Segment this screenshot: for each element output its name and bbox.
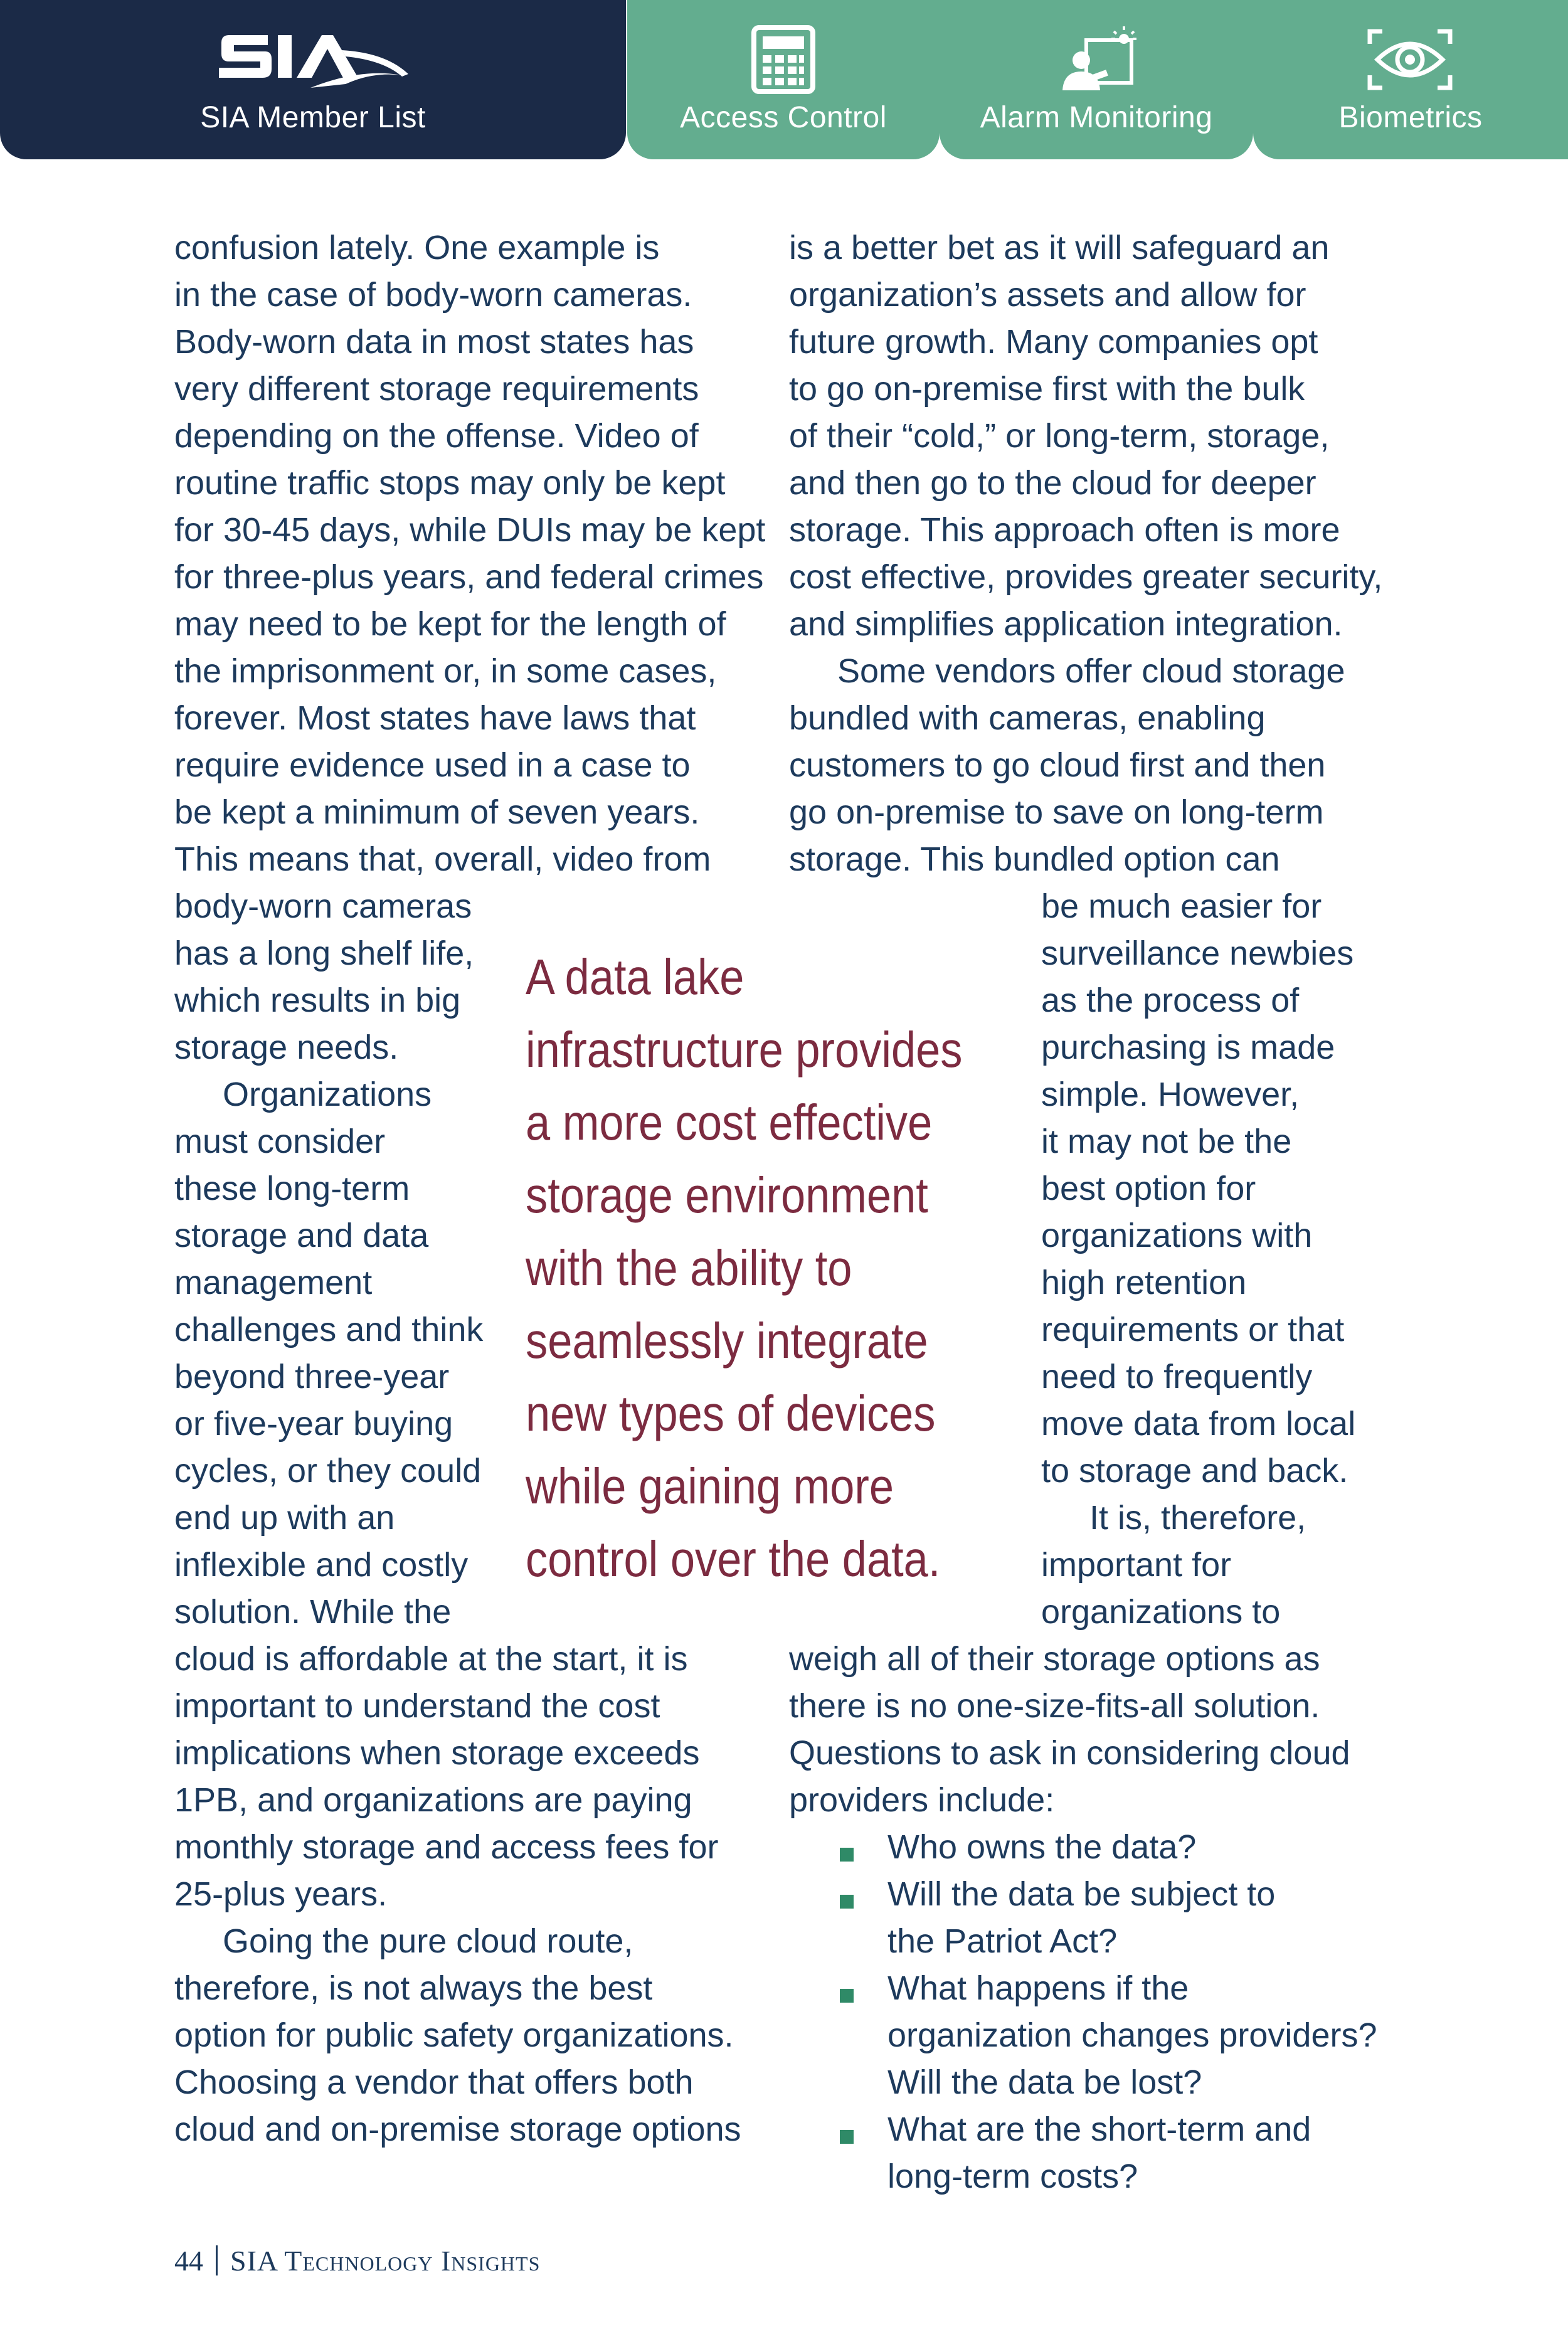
bullet-square-icon xyxy=(840,2130,854,2144)
text-line: storage. This bundled option can xyxy=(789,840,1280,878)
brand-tab-label: SIA Member List xyxy=(200,101,426,134)
text-line: organizations with xyxy=(1041,1217,1313,1254)
tab-label-biometrics: Biometrics xyxy=(1338,101,1483,134)
text-line: to storage and back. xyxy=(1041,1452,1348,1490)
tab-alarm-monitoring[interactable] xyxy=(940,0,1253,159)
bullet-item-line: the Patriot Act? xyxy=(887,1922,1118,1960)
text-line: confusion lately. One example is xyxy=(174,229,660,267)
top-navigation xyxy=(0,0,1568,161)
text-line: the imprisonment or, in some cases, xyxy=(174,652,717,690)
text-line: move data from local xyxy=(1041,1405,1356,1443)
page-footer xyxy=(174,2244,540,2277)
text-line: must consider xyxy=(174,1123,386,1160)
pull-quote-line: a more cost effective xyxy=(526,1094,933,1150)
text-line: Going the pure cloud route, xyxy=(223,1922,633,1960)
tab-label-access-control: Access Control xyxy=(680,101,887,134)
text-line: 25-plus years. xyxy=(174,1875,388,1913)
text-line: customers to go cloud first and then xyxy=(789,746,1326,784)
text-line: organizations to xyxy=(1041,1593,1281,1631)
text-line: 1PB, and organizations are paying xyxy=(174,1781,692,1819)
text-line: cost effective, provides greater security, xyxy=(789,558,1383,596)
pull-quote-line: A data lake xyxy=(526,949,744,1005)
text-line: challenges and think xyxy=(174,1311,484,1348)
text-line: to go on-premise first with the bulk xyxy=(789,370,1305,408)
text-line: storage needs. xyxy=(174,1029,399,1066)
text-line: be kept a minimum of seven years. xyxy=(174,793,700,831)
bullet-square-icon xyxy=(840,1848,854,1862)
text-line: may need to be kept for the length of xyxy=(174,605,726,643)
text-line: cloud and on-premise storage options xyxy=(174,2111,741,2148)
pull-quote-line: while gaining more xyxy=(526,1458,894,1514)
pull-quote-line: seamlessly integrate xyxy=(526,1313,928,1369)
text-line: need to frequently xyxy=(1041,1358,1313,1396)
pull-quote-line: new types of devices xyxy=(526,1385,936,1441)
tab-biometrics[interactable] xyxy=(1253,0,1568,159)
text-line: providers include: xyxy=(789,1781,1055,1819)
text-line: or five-year buying xyxy=(174,1405,453,1443)
text-line: purchasing is made xyxy=(1041,1029,1335,1066)
bullet-item-line: long-term costs? xyxy=(887,2158,1138,2195)
text-line: for three-plus years, and federal crimes xyxy=(174,558,764,596)
text-line: beyond three-year xyxy=(174,1358,450,1396)
alarm-monitoring-icon xyxy=(1051,25,1145,94)
footer-divider xyxy=(216,2245,218,2275)
publication-title: SIA Technology Insights xyxy=(230,2245,541,2277)
bullet-item-line: What are the short-term and xyxy=(887,2111,1311,2148)
text-line: it may not be the xyxy=(1041,1123,1292,1160)
text-line: these long-term xyxy=(174,1170,410,1207)
bullet-item-line: Will the data be subject to xyxy=(887,1875,1276,1913)
text-line: best option for xyxy=(1041,1170,1256,1207)
text-line: This means that, overall, video from xyxy=(174,840,711,878)
tab-sia-member-list[interactable] xyxy=(0,0,626,159)
text-line: Some vendors offer cloud storage xyxy=(837,652,1345,690)
text-line: cloud is affordable at the start, it is xyxy=(174,1640,688,1678)
bullet-item-line: Who owns the data? xyxy=(887,1828,1197,1866)
pull-quote-line: infrastructure provides xyxy=(526,1022,963,1078)
text-line: which results in big xyxy=(174,982,461,1019)
text-line: there is no one-size-fits-all solution. xyxy=(789,1687,1320,1725)
text-line: simple. However, xyxy=(1041,1076,1300,1113)
tab-label-alarm-monitoring: Alarm Monitoring xyxy=(980,101,1213,134)
text-line: bundled with cameras, enabling xyxy=(789,699,1266,737)
text-line: weigh all of their storage options as xyxy=(789,1640,1320,1678)
tab-access-control[interactable] xyxy=(627,0,940,159)
text-line: surveillance newbies xyxy=(1041,935,1354,972)
text-line: of their “cold,” or long-term, storage, xyxy=(789,417,1330,455)
text-line: important for xyxy=(1041,1546,1232,1584)
text-line: has a long shelf life, xyxy=(174,935,474,972)
text-line: monthly storage and access fees for xyxy=(174,1828,719,1866)
text-line: body-worn cameras xyxy=(174,887,472,925)
text-line: high retention xyxy=(1041,1264,1247,1301)
text-line: management xyxy=(174,1264,373,1301)
text-line: Organizations xyxy=(223,1076,432,1113)
text-line: is a better bet as it will safeguard an xyxy=(789,229,1330,267)
text-line: go on-premise to save on long-term xyxy=(789,793,1324,831)
text-line: depending on the offense. Video of xyxy=(174,417,699,455)
text-line: Body-worn data in most states has xyxy=(174,323,694,361)
text-line: forever. Most states have laws that xyxy=(174,699,696,737)
text-line: therefore, is not always the best xyxy=(174,1969,653,2007)
page-number: 44 xyxy=(174,2245,203,2277)
calculator-icon xyxy=(749,25,818,94)
eye-scan-icon xyxy=(1366,25,1454,94)
pull-quote-line: with the ability to xyxy=(526,1240,852,1296)
text-line: solution. While the xyxy=(174,1593,452,1631)
text-line: for 30-45 days, while DUIs may be kept xyxy=(174,511,766,549)
text-line: inflexible and costly xyxy=(174,1546,469,1584)
bullet-item-line: What happens if the xyxy=(887,1969,1189,2007)
text-line: as the process of xyxy=(1041,982,1300,1019)
text-line: require evidence used in a case to xyxy=(174,746,691,784)
pull-quote-line: control over the data. xyxy=(526,1531,941,1587)
text-line: routine traffic stops may only be kept xyxy=(174,464,726,502)
text-line: important to understand the cost xyxy=(174,1687,660,1725)
text-line: end up with an xyxy=(174,1499,395,1537)
text-line: implications when storage exceeds xyxy=(174,1734,700,1772)
text-line: requirements or that xyxy=(1041,1311,1345,1348)
sia-logo-icon xyxy=(216,24,411,96)
text-line: and simplifies application integration. xyxy=(789,605,1343,643)
text-line: in the case of body-worn cameras. xyxy=(174,276,692,314)
text-line: be much easier for xyxy=(1041,887,1322,925)
text-line: It is, therefore, xyxy=(1089,1499,1306,1537)
text-line: future growth. Many companies opt xyxy=(789,323,1318,361)
bullet-square-icon xyxy=(840,1895,854,1909)
text-line: Questions to ask in considering cloud xyxy=(789,1734,1350,1772)
bullet-item-line: Will the data be lost? xyxy=(887,2063,1202,2101)
text-line: cycles, or they could xyxy=(174,1452,482,1490)
text-line: very different storage requirements xyxy=(174,370,699,408)
text-line: option for public safety organizations. xyxy=(174,2016,734,2054)
text-line: storage and data xyxy=(174,1217,429,1254)
text-line: Choosing a vendor that offers both xyxy=(174,2063,694,2101)
text-line: and then go to the cloud for deeper xyxy=(789,464,1316,502)
text-line: storage. This approach often is more xyxy=(789,511,1340,549)
pull-quote-line: storage environment xyxy=(526,1167,928,1223)
text-line: organization’s assets and allow for xyxy=(789,276,1306,314)
bullet-square-icon xyxy=(840,1989,854,2003)
bullet-item-line: organization changes providers? xyxy=(887,2016,1377,2054)
